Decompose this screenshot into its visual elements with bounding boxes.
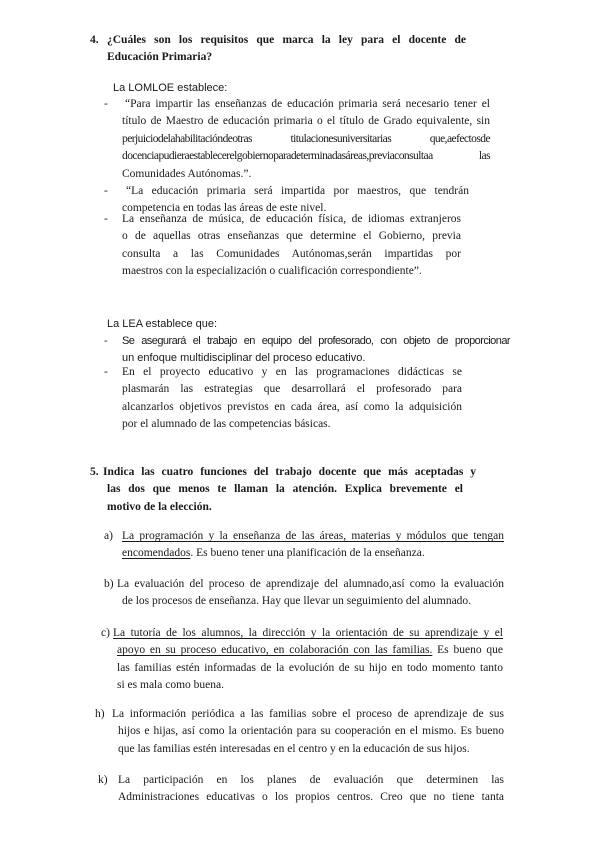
question-number: 4.	[90, 34, 99, 46]
question-4-line-1: ¿Cuáles son los requisitos que marca la ley para el docente de	[107, 34, 466, 46]
question-number: 5.	[90, 466, 99, 478]
bullet-dash: -	[104, 366, 108, 378]
lea-item-1: - Se asegurará el trabajo en equipo del profesorado, con objeto de proporcionar un enfoque multidisciplinar del proceso educativo.	[104, 335, 510, 364]
bullet-dash: -	[104, 213, 108, 225]
lea-intro: La LEA establece que:	[107, 318, 218, 330]
question-5-line-3: motivo de la elección.	[107, 500, 212, 513]
lea-item-2: - En el proyecto educativo y en las programaciones didácticas se plasmarán las estrategias que desarrollará el profesorado para alcanzarlos objetivos previstos en cada área, así como la adquisición por el alumnado de las competencias básicas.	[104, 366, 462, 431]
question-5-line-1: Indica las cuatro funciones del trabajo docente que más aceptadas y	[103, 466, 476, 478]
answer-label: a)	[104, 530, 113, 542]
answer-label: c)	[101, 627, 110, 639]
question-5-line-2: las dos que menos te llaman la atención. Explica brevemente el	[107, 483, 463, 496]
answer-a: a) La programación y la enseñanza de las áreas, materias y módulos que tengan encomendados. Es bueno tener una planificación de la enseñanza.	[104, 530, 504, 560]
lomloe-item-3: - La enseñanza de música, de educación física, de idiomas extranjeros o de aquellas otras enseñanzas que determine el Gobierno, previa consulta a las Comunidades Autónomas,serán impartidas por maestros con la especialización o cualificación correspondiente”.	[104, 213, 461, 278]
bullet-dash: -	[104, 185, 108, 197]
answer-c: c) La tutoría de los alumnos, la dirección y la orientación de su aprendizaje y el apoyo en su proceso educativo, en colaboración con las familias. Es bueno que las familias estén informadas de la evolución de su hijo en todo momento tanto si es mala como buena.	[101, 627, 503, 692]
answer-b: b) La evaluación del proceso de aprendizaje del alumnado,así como la evaluación de los procesos de enseñanza. Hay que llevar un seguimiento del alumnado.	[104, 578, 504, 608]
lomloe-item-1: - “Para impartir las enseñanzas de educación primaria será necesario tener el título de Maestro de educación primaria o el título de Grado equivalente, sin perjuiciodelahabilitacióndeotras titulacionesuniversitarias que,aefectosde docenciapudieraestablecerelgobiernoparadeterminadasáreas,previaconsultaa las Comunidades Autónomas.”.	[104, 98, 490, 180]
answer-h: h) La información periódica a las familias sobre el proceso de aprendizaje de sus hijos e hijas, así como la orientación para su cooperación en el mismo. Es bueno que las familias estén interesadas en el centro y en la educación de sus hijos.	[95, 708, 504, 755]
answer-label: k)	[98, 774, 108, 786]
bullet-dash: -	[104, 98, 108, 110]
question-4-heading	[90, 32, 466, 67]
question-4-line-2: Educación Primaria?	[107, 51, 213, 64]
answer-k: k) La participación en los planes de evaluación que determinen las Administraciones educativas o los propios centros. Creo que no tiene tanta	[98, 774, 504, 804]
bullet-dash: -	[104, 335, 108, 347]
answer-label: h)	[95, 708, 105, 720]
answer-label: b)	[104, 578, 114, 590]
lomloe-item-2: - “La educación primaria será impartida por maestros, que tendrán competencia en todas las áreas de este nivel.	[104, 185, 469, 215]
lomloe-intro: La LOMLOE establece:	[113, 82, 228, 94]
question-5-heading	[90, 464, 476, 516]
